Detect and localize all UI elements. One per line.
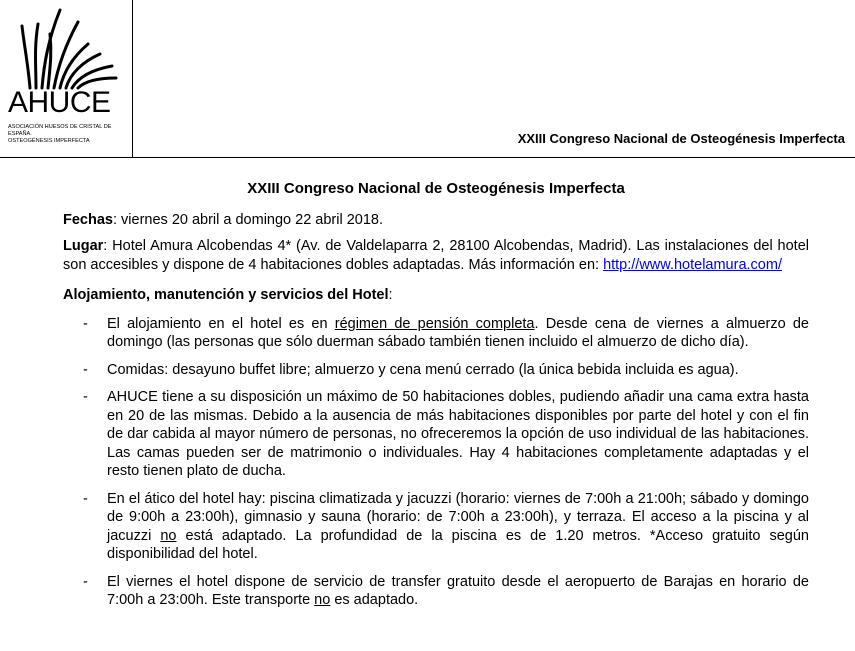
document-title: XXIII Congreso Nacional de Osteogénesis Imperfecta [247, 180, 625, 197]
header-divider-vertical [132, 0, 133, 158]
logo-wordmark: AHUCE [8, 86, 111, 119]
fechas-text: : viernes 20 abril a domingo 22 abril 2018. [112, 211, 384, 228]
fechas-label: Fechas [63, 211, 113, 228]
list-item: - El viernes el hotel dispone de servicio de transfer gratuito desde el aeropuerto de Barajas en horario de 7:00h a 23:00h. Este transporte no es adaptado. [83, 573, 809, 608]
hotel-website-link[interactable]: http://www.hotelamura.com/ [603, 256, 782, 273]
lugar-paragraph [63, 237, 809, 274]
list-item: - Comidas: desayuno buffet libre; almuerzo y cena menú cerrado (la única bebida incluida es agua). [83, 361, 739, 378]
grass-logo-icon [20, 4, 120, 90]
lugar-text: : Hotel Amura Alcobendas 4* (Av. de Valdelaparra 2, 28100 Alcobendas, Madrid). Las instalaciones del hotel son accesibles y dispone de 4 habitaciones dobles adaptadas. Más información en: [63, 238, 809, 273]
list-item: - En el ático del hotel hay: piscina climatizada y jacuzzi (horario: viernes de 7:00h a 21:00h; sábado y domingo de 9:00h a 23:00h), gimnasio y sauna (horario: de 7:00h a 23:00h), y terraza. El acceso a la piscina y al jacuzzi no está adaptado. La profundidad de la piscina es de 1.20 metros. *Acceso gratuito según disponibilidad del hotel. [83, 490, 809, 562]
list-item: - AHUCE tiene a su disposición un máximo de 50 habitaciones dobles, pudiendo añadir una cama extra hasta en 20 de las mismas. Debido a la ausencia de más habitaciones disponibles por parte del hotel y con el fin de dar cabida al mayor número de personas, no ofreceremos la opción de uso individual de las habitaciones. Las camas pueden ser de matrimonio o individuales. Hay 4 habitaciones completamente adaptadas y el resto tienen plato de ducha. [83, 389, 809, 479]
logo-subtitle: ASOCIACIÓN HUESOS DE CRISTAL DE ESPAÑA. OSTEOGÉNESIS IMPERFECTA [8, 124, 112, 144]
list-item: - El alojamiento en el hotel es en régimen de pensión completa. Desde cena de viernes a almuerzo de domingo (las personas que sólo duerman sábado también tienen incluido el almuerzo de dicho día). [83, 315, 809, 350]
page-header [0, 0, 855, 158]
section-heading: Alojamiento, manutención y servicios del Hotel: [63, 287, 393, 303]
header-divider-horizontal [0, 157, 855, 158]
document-body [63, 180, 809, 619]
fechas-paragraph [63, 211, 809, 230]
header-title: XXIII Congreso Nacional de Osteogénesis Imperfecta [517, 131, 845, 146]
ahuce-logo [0, 0, 132, 158]
services-list [63, 315, 809, 610]
lugar-label: Lugar [63, 238, 104, 254]
